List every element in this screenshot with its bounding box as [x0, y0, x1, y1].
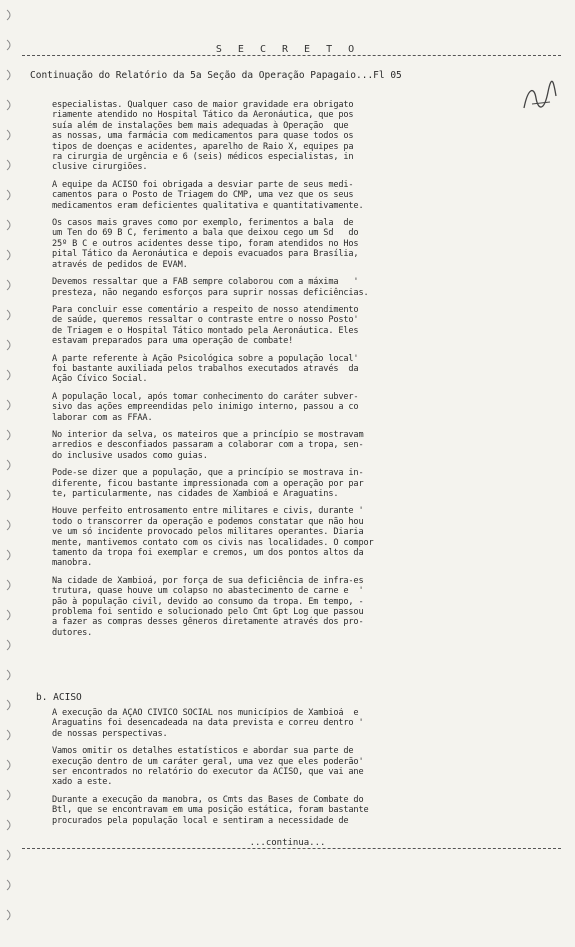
paragraph: Na cidade de Xambioá, por força de sua deficiência de infra-es trutura, quase houve um colapso no abastecimento de carne e ' pão à população civil, devido ao consumo da tropa. Em tempo, - problema foi sentido e solucionado pelo Cmt Gpt Log que passou a fazer as compras desses gêneros diretamente através dos pro- dutores. [52, 575, 364, 638]
paragraph: A equipe da ACISO foi obrigada a desviar parte de seus medi- camentos para o Posto de Triagem do CMP, uma vez que os seus medicamentos eram deficientes qualitativa e quantitativamente. [52, 179, 364, 211]
binder-holes-icon [4, 0, 18, 947]
body-text-bottom [52, 708, 561, 826]
paragraph: Para concluir esse comentário a respeito de nosso atendimento de saúde, queremos ressaltar o contraste entre o nosso Posto' de Triagem e o Hospital Tático montado pela Aeronáutica. Eles estavam preparados para uma operação de combate! [52, 304, 359, 347]
paragraph: Houve perfeito entrosamento entre militares e civis, durante ' todo o transcorrer da operação e podemos constatar que não hou ve um só incidente provocado pelos militares operantes. Diaria mente, mantivemos contato com os civis nas localidades. O compor tamento da tropa foi exemplar e cremos, um dos pontos altos da manobra. [52, 506, 374, 569]
paragraph: Devemos ressaltar que a FAB sempre colaborou com a máxima ' presteza, não negando esforços para suprir nossas deficiências. [52, 277, 369, 298]
paragraph: A população local, após tomar conhecimento do caráter subver- sivo das ações empreendidas pelo inimigo interno, passou a co laborar com as FFAA. [52, 391, 359, 423]
top-divider [22, 55, 561, 56]
paragraph: especialistas. Qualquer caso de maior gravidade era obrigato riamente atendido no Hospital Tático da Aeronáutica, que pos suía além de instalações bem mais adequadas à Operação que as nossas, uma farmácia com medicamentos para quase todos os tipos de doenças e acidentes, aparelho de Raio X, equipes pa ra cirurgia de urgência e 6 (seis) médicos especialistas, in clusive cirurgiões. [52, 100, 354, 173]
paragraph: A execução da AÇÃO CÍVICO SOCIAL nos municípios de Xambioá e Araguatins foi desencadeada na data prevista e correu dentro ' de nossas perspectivas. [52, 708, 364, 739]
paragraph: No interior da selva, os mateiros que a princípio se mostravam arredios e desconfiados passaram a colaborar com a tropa, sen- do inclusive usados como guias. [52, 429, 364, 461]
continuation-marker: ...continua... [249, 838, 326, 848]
paragraph: Os casos mais graves como por exemplo, ferimentos a bala de um Ten do 69 B C, ferimento a bala que deixou cego um Sd do 25º B C e outros acidentes desse tipo, foram atendidos no Hos pital Tático da Aeronáutica e depois evacuados para Brasília, através de pedidos de EVAM. [52, 218, 359, 270]
page-header: Continuação do Relatório da 5a Seção da Operação Papagaio...Fl 05 [30, 70, 402, 81]
paragraph: Pode-se dizer que a população, que a princípio se mostrava in- diferente, ficou bastante impressionada com a operação por par te, particularmente, nas cidades de Xambioá e Araguatins. [52, 468, 364, 499]
paragraph: A parte referente à Ação Psicológica sobre a população local' foi bastante auxiliada pelos trabalhos executados através da Ação Cívico Social. [52, 353, 359, 385]
paragraph: Vamos omitir os detalhes estatísticos e abordar sua parte de execução dentro de um caráter geral, uma vez que eles poderão' ser encontrados no relatório do executor da ACISO, que vai ane xado a este. [52, 746, 364, 788]
classification-marking: S E C R E T O [215, 44, 360, 55]
paragraph: Durante a execução da manobra, os Cmts das Bases de Combate do Btl, que se encontravam em uma posição estática, foram bastante procurados pela população local e sentiram a necessidade de [52, 794, 369, 826]
section-heading: b. ACISO [36, 692, 82, 703]
body-text-top [52, 100, 561, 638]
bottom-divider [22, 848, 561, 849]
